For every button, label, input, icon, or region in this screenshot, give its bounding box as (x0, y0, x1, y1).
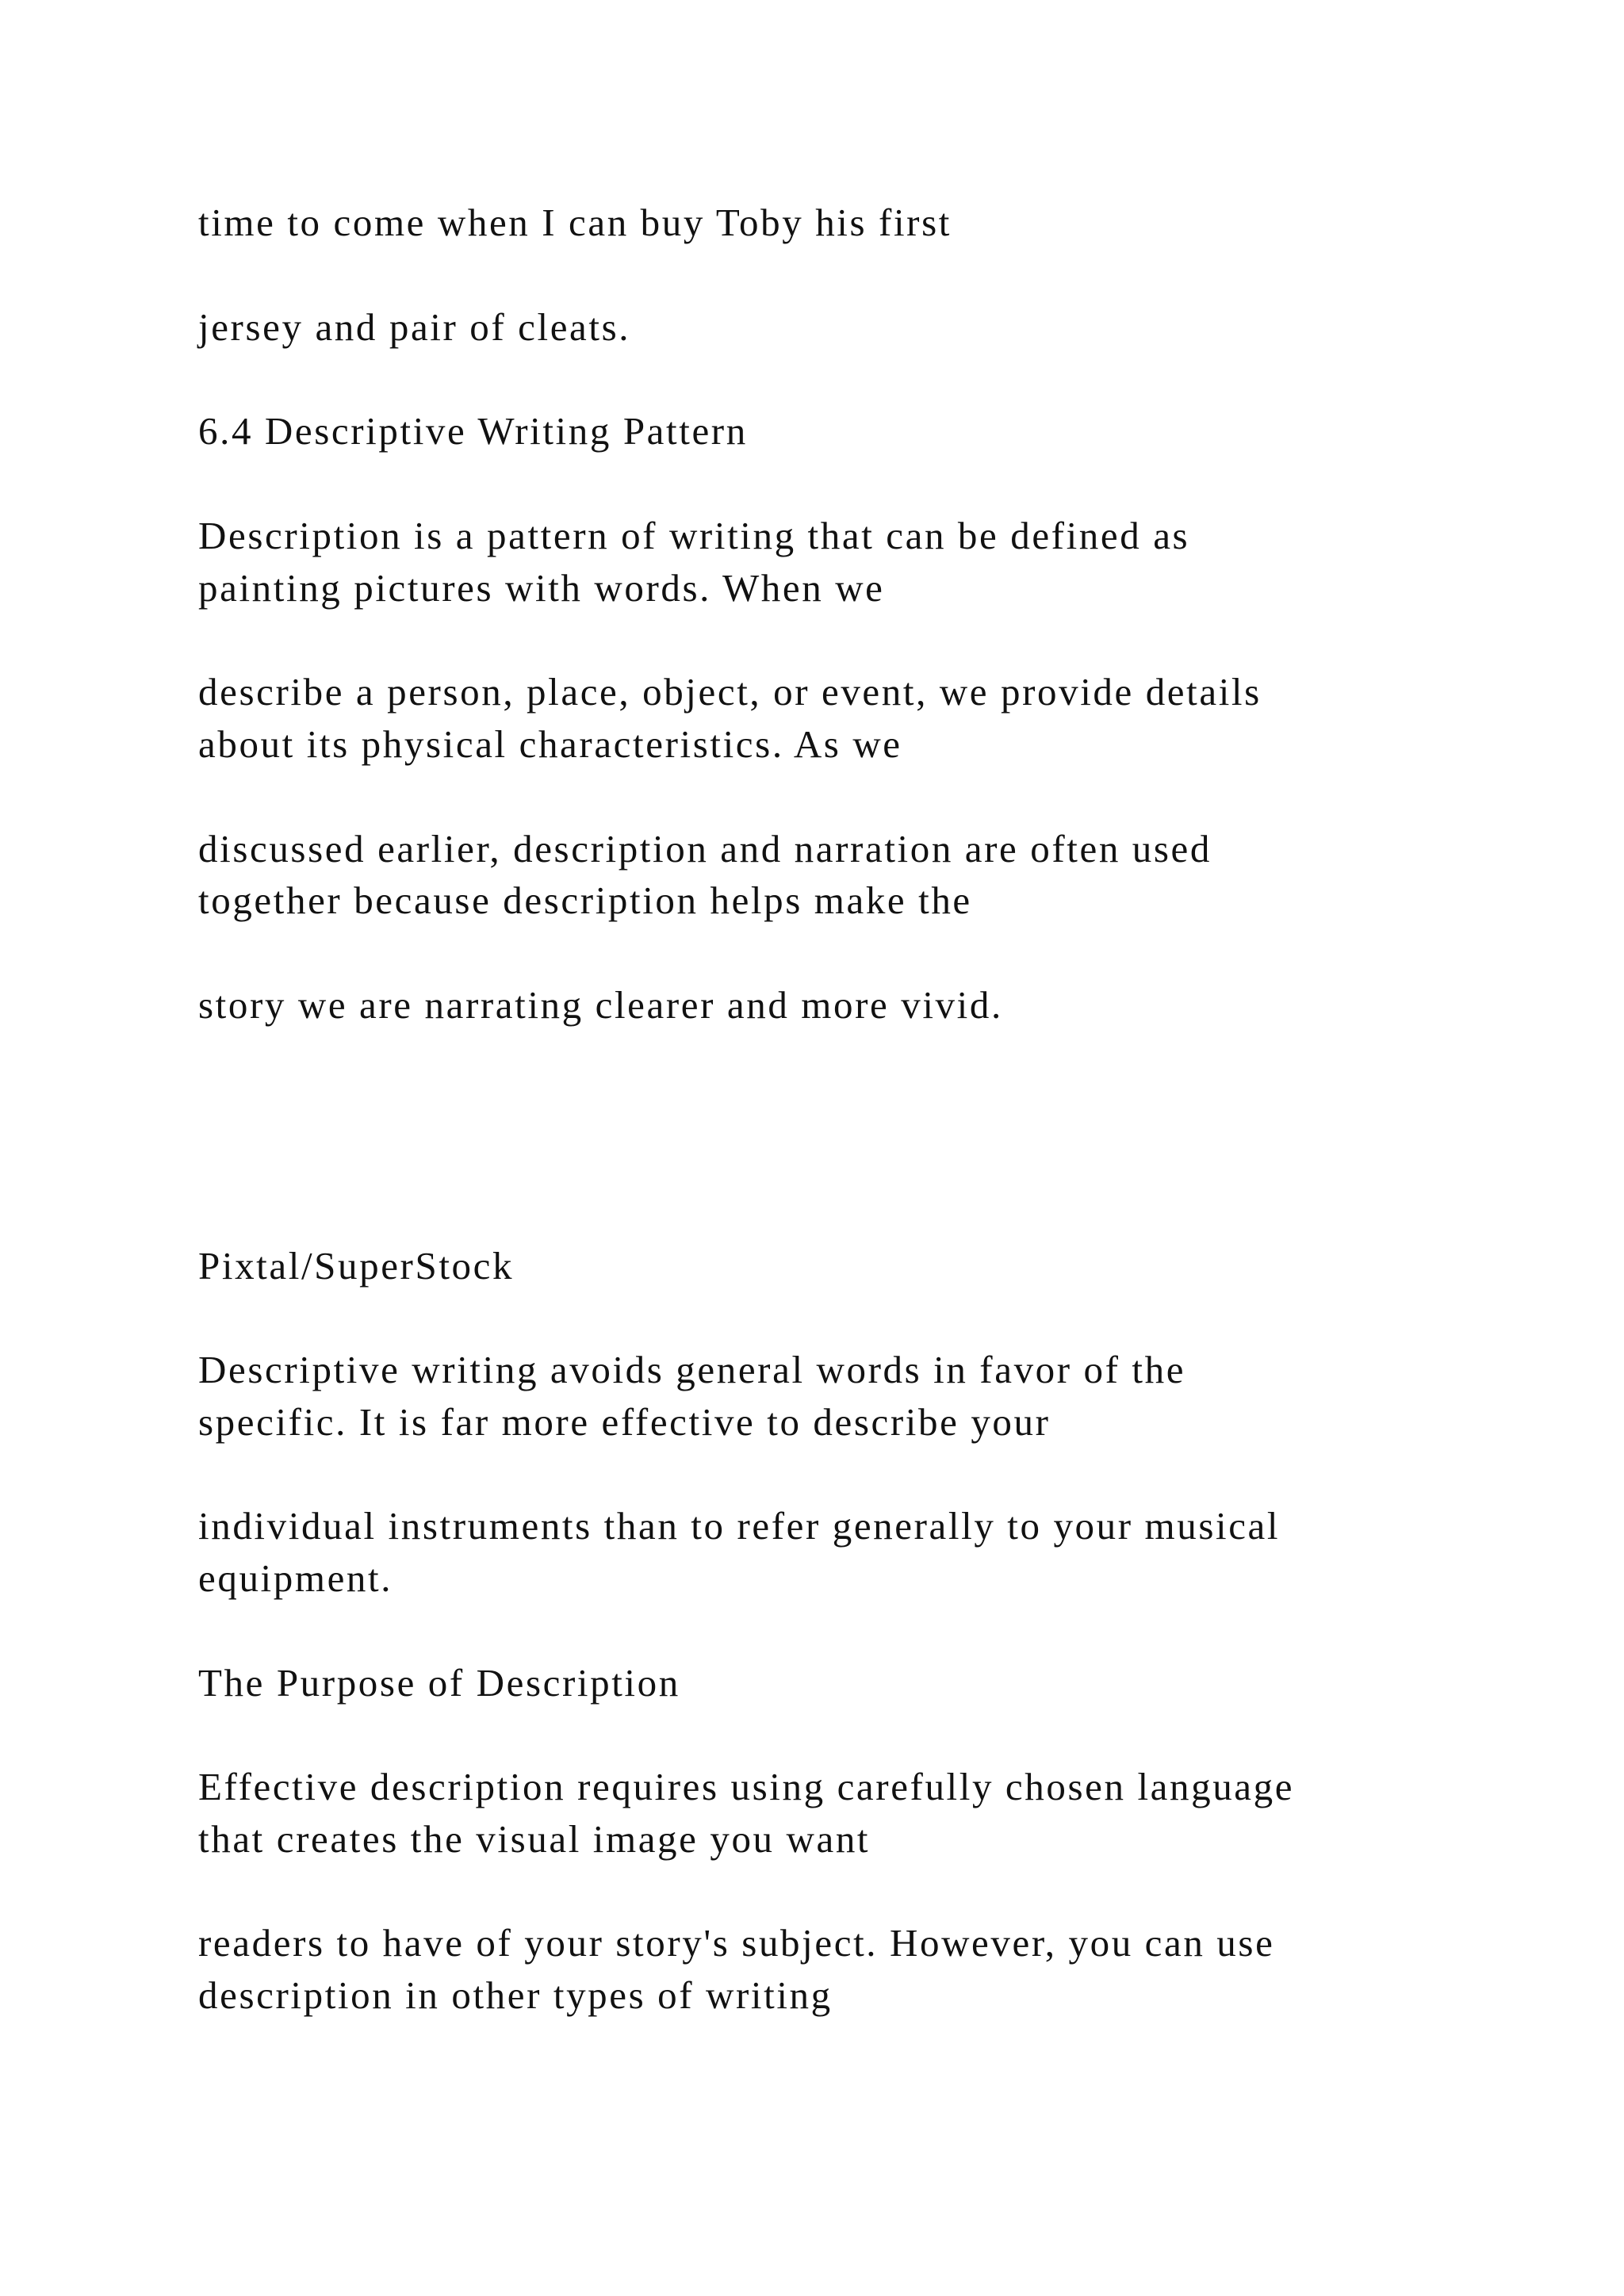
text-line: discussed earlier, description and narration are often used (198, 827, 1212, 871)
text-line: time to come when I can buy Toby his first (198, 201, 952, 244)
text-line: describe a person, place, object, or event, we provide details (198, 670, 1262, 714)
section-heading: 6.4 Descriptive Writing Pattern (198, 409, 748, 453)
text-line: story we are narrating clearer and more vivid. (198, 983, 1003, 1027)
text-line: description in other types of writing (198, 1973, 833, 2017)
text-line: individual instruments than to refer generally to your musical (198, 1504, 1281, 1548)
text-line: equipment. (198, 1556, 393, 1600)
text-line: readers to have of your story's subject. However, you can use (198, 1921, 1275, 1965)
section-heading: The Purpose of Description (198, 1661, 680, 1705)
image-credit: Pixtal/SuperStock (198, 1244, 515, 1288)
text-line: Description is a pattern of writing that can be defined as (198, 514, 1190, 557)
text-line: Effective description requires using carefully chosen language (198, 1765, 1295, 1808)
text-line: Descriptive writing avoids general words in favor of the (198, 1348, 1186, 1391)
text-line: that creates the visual image you want (198, 1817, 871, 1861)
text-line: about its physical characteristics. As we (198, 722, 902, 766)
text-line: together because description helps make the (198, 878, 972, 922)
text-line: specific. It is far more effective to describe your (198, 1400, 1051, 1444)
text-line: jersey and pair of cleats. (198, 305, 631, 349)
text-line: painting pictures with words. When we (198, 566, 885, 610)
